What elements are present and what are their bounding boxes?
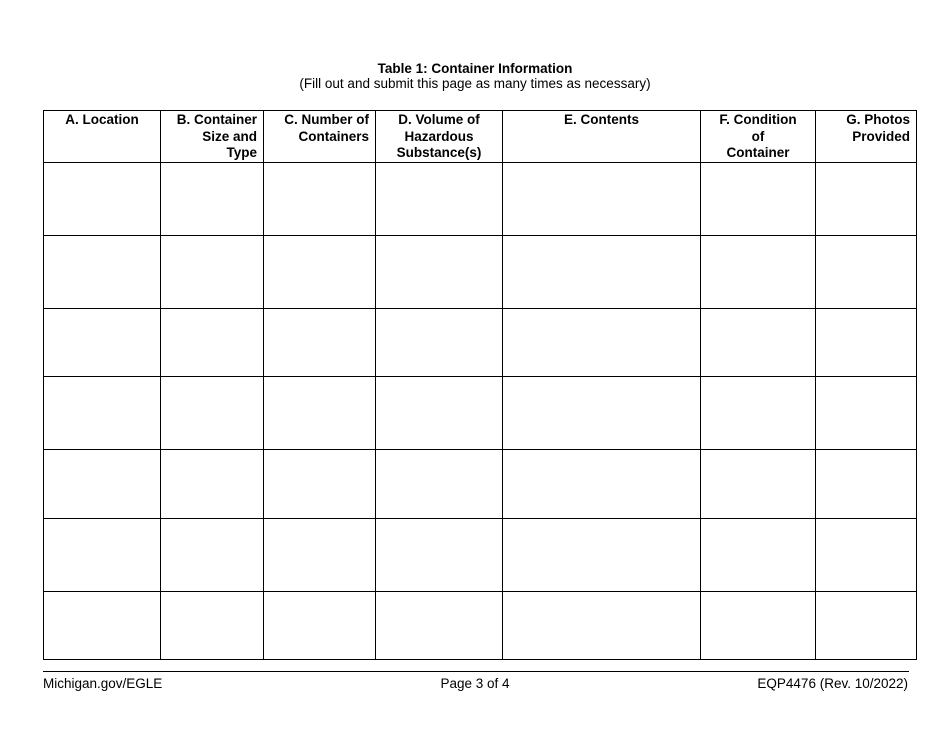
table-cell[interactable] xyxy=(816,235,917,308)
table-cell[interactable] xyxy=(44,591,161,659)
table-cell[interactable] xyxy=(376,591,503,659)
header-location: A. Location xyxy=(44,111,161,163)
table-cell[interactable] xyxy=(816,591,917,659)
table-cell[interactable] xyxy=(264,162,376,235)
table-cell[interactable] xyxy=(701,449,816,518)
table-cell[interactable] xyxy=(264,235,376,308)
table-cell[interactable] xyxy=(376,376,503,449)
table-cell[interactable] xyxy=(376,162,503,235)
table-cell[interactable] xyxy=(701,235,816,308)
table-cell[interactable] xyxy=(264,449,376,518)
table-cell[interactable] xyxy=(701,591,816,659)
table-title: Table 1: Container Information xyxy=(377,61,573,76)
table-cell[interactable] xyxy=(376,518,503,591)
table-cell[interactable] xyxy=(264,591,376,659)
table-cell[interactable] xyxy=(161,162,264,235)
table-cell[interactable] xyxy=(503,162,701,235)
table-subtitle: (Fill out and submit this page as many times as necessary) xyxy=(299,76,651,91)
table-cell[interactable] xyxy=(161,235,264,308)
table-row xyxy=(44,235,917,308)
footer-form-id: EQP4476 (Rev. 10/2022) xyxy=(757,676,908,691)
table-cell[interactable] xyxy=(264,376,376,449)
table-cell[interactable] xyxy=(161,591,264,659)
table-cell[interactable] xyxy=(44,162,161,235)
footer-divider xyxy=(43,671,909,672)
table-cell[interactable] xyxy=(376,449,503,518)
table-cell[interactable] xyxy=(503,308,701,376)
table-cell[interactable] xyxy=(161,449,264,518)
table-cell[interactable] xyxy=(161,518,264,591)
table-row xyxy=(44,449,917,518)
table-cell[interactable] xyxy=(44,235,161,308)
table-cell[interactable] xyxy=(816,449,917,518)
header-row xyxy=(44,111,917,163)
container-information-table xyxy=(43,110,917,660)
header-number-of-containers: C. Number of Containers xyxy=(264,111,376,163)
header-condition: F. Condition of Container xyxy=(701,111,816,163)
header-contents: E. Contents xyxy=(503,111,701,163)
table-cell[interactable] xyxy=(701,376,816,449)
table-cell[interactable] xyxy=(161,376,264,449)
table-cell[interactable] xyxy=(503,449,701,518)
table-cell[interactable] xyxy=(503,591,701,659)
header-photos: G. Photos Provided xyxy=(816,111,917,163)
table-cell[interactable] xyxy=(503,235,701,308)
table-cell[interactable] xyxy=(701,518,816,591)
table-cell[interactable] xyxy=(161,308,264,376)
table-cell[interactable] xyxy=(503,376,701,449)
table-cell[interactable] xyxy=(264,518,376,591)
table-cell[interactable] xyxy=(376,235,503,308)
table-cell[interactable] xyxy=(816,162,917,235)
table-cell[interactable] xyxy=(44,376,161,449)
table-cell[interactable] xyxy=(44,518,161,591)
table-cell[interactable] xyxy=(816,518,917,591)
table-cell[interactable] xyxy=(816,308,917,376)
table-cell[interactable] xyxy=(701,162,816,235)
header-container-size-type: B. Container Size and Type xyxy=(161,111,264,163)
table-cell[interactable] xyxy=(503,518,701,591)
table-cell[interactable] xyxy=(376,308,503,376)
table-row xyxy=(44,376,917,449)
table-row xyxy=(44,591,917,659)
table-cell[interactable] xyxy=(44,449,161,518)
footer-website: Michigan.gov/EGLE xyxy=(43,676,163,691)
table-row xyxy=(44,518,917,591)
table-cell[interactable] xyxy=(701,308,816,376)
table-row xyxy=(44,162,917,235)
table-row xyxy=(44,308,917,376)
footer-page-number: Page 3 of 4 xyxy=(440,676,510,691)
table-cell[interactable] xyxy=(44,308,161,376)
header-volume: D. Volume of Hazardous Substance(s) xyxy=(376,111,503,163)
table-cell[interactable] xyxy=(816,376,917,449)
table-cell[interactable] xyxy=(264,308,376,376)
